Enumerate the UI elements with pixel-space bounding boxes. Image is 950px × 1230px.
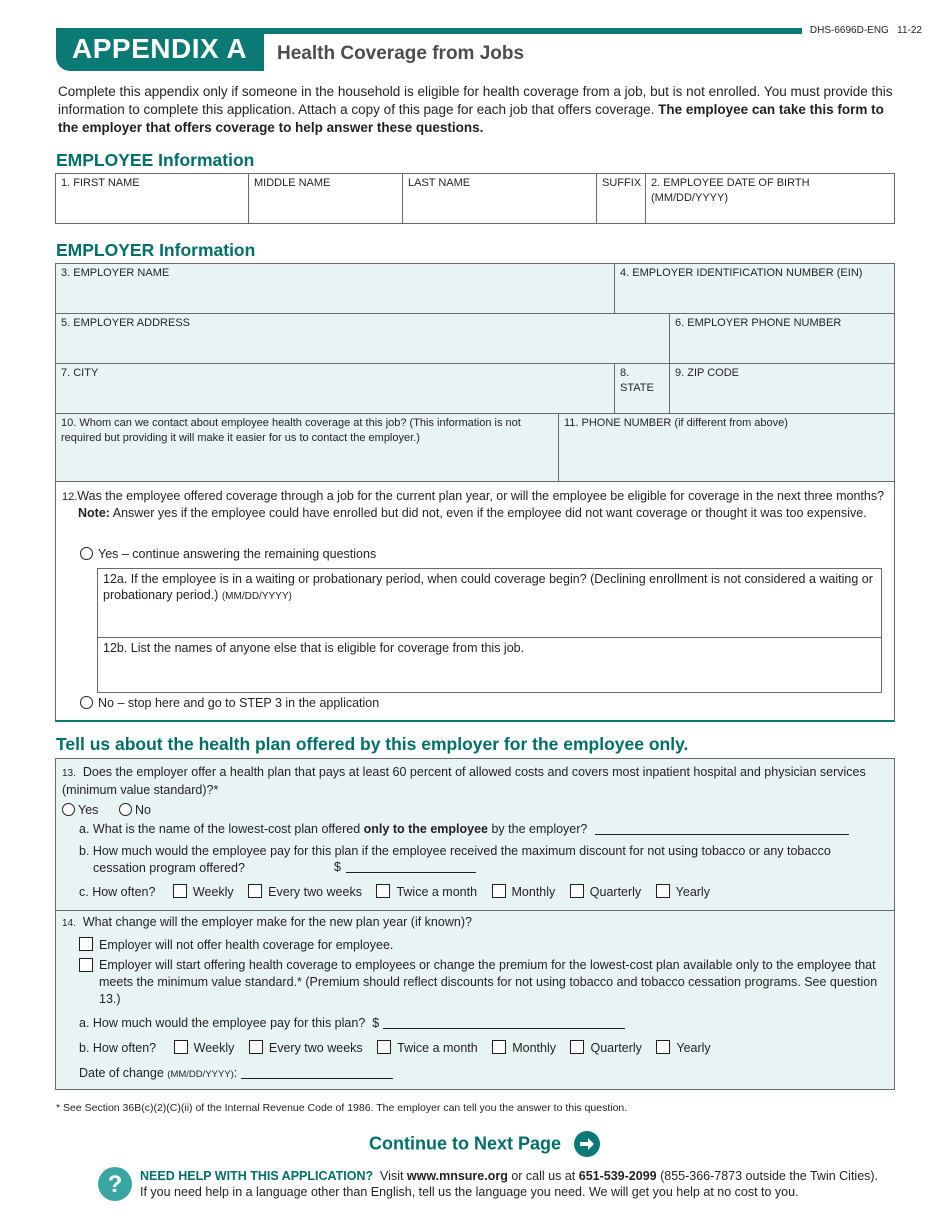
q12a-field[interactable]: 12a. If the employee is in a waiting or probationary period, when could coverage begin? (Declining enrollment is not considered a waiting or probationary period.) (MM/DD/YYYY) [97, 568, 882, 638]
last-name-field[interactable]: LAST NAME [403, 174, 597, 223]
q12-box [55, 482, 895, 722]
state-field[interactable]: 8. STATE [615, 364, 670, 414]
q14-date-row: Date of change (MM/DD/YYYY): [79, 1066, 393, 1080]
q14b-row: b. How often? Weekly Every two weeks Twice a month Monthly Quarterly Yearly [79, 1041, 711, 1055]
checkbox[interactable] [656, 884, 670, 898]
q14b-weekly[interactable]: Weekly [174, 1040, 235, 1055]
q13-no-radio[interactable] [119, 803, 132, 816]
q12-no-option[interactable]: No – stop here and go to STEP 3 in the application [80, 695, 379, 712]
q13c-yearly[interactable]: Yearly [656, 884, 710, 899]
svg-text:?: ? [107, 1171, 123, 1198]
contact-phone-field[interactable]: 11. PHONE NUMBER (if different from above) [564, 417, 788, 429]
q13a-plan-name-input[interactable] [595, 834, 849, 835]
employee-heading: EMPLOYEE Information [56, 150, 255, 170]
zip-field[interactable]: 9. ZIP CODE [670, 364, 894, 414]
help-text: NEED HELP WITH THIS APPLICATION? Visit www.mnsure.org or call us at 651-539-2099 (855-366-7873 outside the Twin Cities). If you need help in a language other than English, tell us the language you need. We will get you help at no cost to you. [140, 1169, 879, 1199]
q13-no-option[interactable]: No [119, 803, 151, 817]
employer-phone-field[interactable]: 6. EMPLOYER PHONE NUMBER [670, 314, 894, 364]
q13c-every-two-weeks[interactable]: Every two weeks [248, 884, 362, 899]
q14b-yearly[interactable]: Yearly [656, 1040, 710, 1055]
q14-option-2[interactable]: Employer will start offering health coverage to employees or change the premium for the lowest-cost plan available only to the employee that meets the minimum value standard.* (Premium should reflect discounts for not using tobacco and tobacco cessation programs. See question 13.) [79, 957, 879, 1008]
checkbox[interactable] [249, 1040, 263, 1054]
dob-field[interactable]: 2. EMPLOYEE DATE OF BIRTH (MM/DD/YYYY) [651, 177, 810, 204]
q14-option-1[interactable]: Employer will not offer health coverage for employee. [79, 937, 393, 952]
q14-text: 14. What change will the employer make for the new plan year (if known)? [62, 915, 472, 929]
q12-yes-radio[interactable] [80, 547, 93, 560]
q13b-amount-input[interactable] [346, 872, 476, 873]
q14b-quarterly[interactable]: Quarterly [570, 1040, 641, 1055]
q12b-field[interactable]: 12b. List the names of anyone else that is eligible for coverage from this job. [97, 637, 882, 693]
q12-yes-option[interactable]: Yes – continue answering the remaining questions [80, 546, 376, 563]
q13c-row: c. How often? Weekly Every two weeks Twice a month Monthly Quarterly Yearly [79, 885, 710, 899]
q13-text: 13. Does the employer offer a health plan that pays at least 60 percent of allowed costs and covers most inpatient hospital and physician services (minimum value standard)?* [62, 765, 866, 797]
plan-box [55, 758, 895, 1090]
phone-link[interactable]: 651-539-2099 [578, 1169, 657, 1183]
employee-table [55, 173, 895, 224]
q13-yes-option[interactable]: Yes [62, 803, 98, 817]
city-field[interactable]: 7. CITY [56, 364, 615, 414]
checkbox[interactable] [377, 1040, 391, 1054]
checkbox[interactable] [173, 884, 187, 898]
q13-yes-radio[interactable] [62, 803, 75, 816]
plan-heading: Tell us about the health plan offered by this employer for the employee only. [56, 734, 689, 754]
suffix-field[interactable]: SUFFIX [597, 174, 646, 223]
help-icon [97, 1166, 133, 1202]
page-subtitle: Health Coverage from Jobs [277, 43, 525, 64]
checkbox[interactable] [174, 1040, 188, 1054]
checkbox[interactable] [570, 1040, 584, 1054]
q13c-weekly[interactable]: Weekly [173, 884, 234, 899]
intro-bold: The employee can take this form to the employer that offers coverage to help answer these questions. [58, 102, 884, 135]
checkbox[interactable] [492, 1040, 506, 1054]
q13c-monthly[interactable]: Monthly [492, 884, 556, 899]
q12-text: 12.Was the employee offered coverage through a job for the current plan year, or will the employee be eligible for coverage in the next three months? Note: Answer yes if the employee could have enrolled but did not, even if the employee did not want coverage or thought it was too expensive. [62, 489, 885, 520]
q13c-twice-a-month[interactable]: Twice a month [376, 884, 477, 899]
employer-name-field[interactable]: 3. EMPLOYER NAME [56, 264, 615, 314]
q13-section [56, 759, 894, 911]
q14-date-input[interactable] [241, 1078, 393, 1079]
ein-field[interactable]: 4. EMPLOYER IDENTIFICATION NUMBER (EIN) [615, 264, 894, 314]
first-name-field[interactable]: 1. FIRST NAME [56, 174, 249, 223]
middle-name-field[interactable]: MIDDLE NAME [249, 174, 403, 223]
q14a-amount-input[interactable] [383, 1028, 625, 1029]
intro-text: Complete this appendix only if someone in the household is eligible for health coverage from a job, but is not enrolled. You must provide this information to complete this application. Attach a copy of this page for each job that offers coverage. The employee can take this form to the employer that offers coverage to help answer these questions. [58, 84, 893, 135]
site-link[interactable]: www.mnsure.org [406, 1169, 508, 1183]
q13b-text: b. How much would the employee pay for this plan if the employee received the maximum discount for not using tobacco or any tobacco cessation program offered? [79, 844, 831, 875]
checkbox[interactable] [492, 884, 506, 898]
q13b-amount: $ [334, 860, 476, 874]
continue-label: Continue to Next Page [369, 1133, 562, 1154]
q12-no-radio[interactable] [80, 696, 93, 709]
arrow-right-icon [573, 1130, 601, 1158]
checkbox[interactable] [376, 884, 390, 898]
footnote: * See Section 36B(c)(2)(C)(ii) of the Internal Revenue Code of 1986. The employer can tell you the answer to this question. [56, 1102, 628, 1114]
q13a-row: a. What is the name of the lowest-cost plan offered only to the employee by the employer? [79, 822, 849, 836]
employer-heading: EMPLOYER Information [56, 240, 256, 260]
contact-field[interactable]: 10. Whom can we contact about employee health coverage at this job? (This information is not required but providing it will make it easier for us to contact the employer.) [56, 414, 559, 481]
q14b-monthly[interactable]: Monthly [492, 1040, 556, 1055]
checkbox[interactable] [79, 937, 93, 951]
q14b-every-two-weeks[interactable]: Every two weeks [249, 1040, 363, 1055]
checkbox[interactable] [656, 1040, 670, 1054]
checkbox[interactable] [79, 958, 93, 972]
q14a-row: a. How much would the employee pay for this plan? $ [79, 1016, 625, 1030]
form-number: DHS-6696D-ENG 11-22 [802, 25, 922, 36]
employer-table [55, 263, 895, 482]
continue-link[interactable] [369, 1130, 601, 1158]
q14b-twice-a-month[interactable]: Twice a month [377, 1040, 478, 1055]
checkbox[interactable] [248, 884, 262, 898]
employer-address-field[interactable]: 5. EMPLOYER ADDRESS [56, 314, 670, 364]
appendix-title: APPENDIX A [72, 33, 248, 64]
checkbox[interactable] [570, 884, 584, 898]
q13c-quarterly[interactable]: Quarterly [570, 884, 641, 899]
